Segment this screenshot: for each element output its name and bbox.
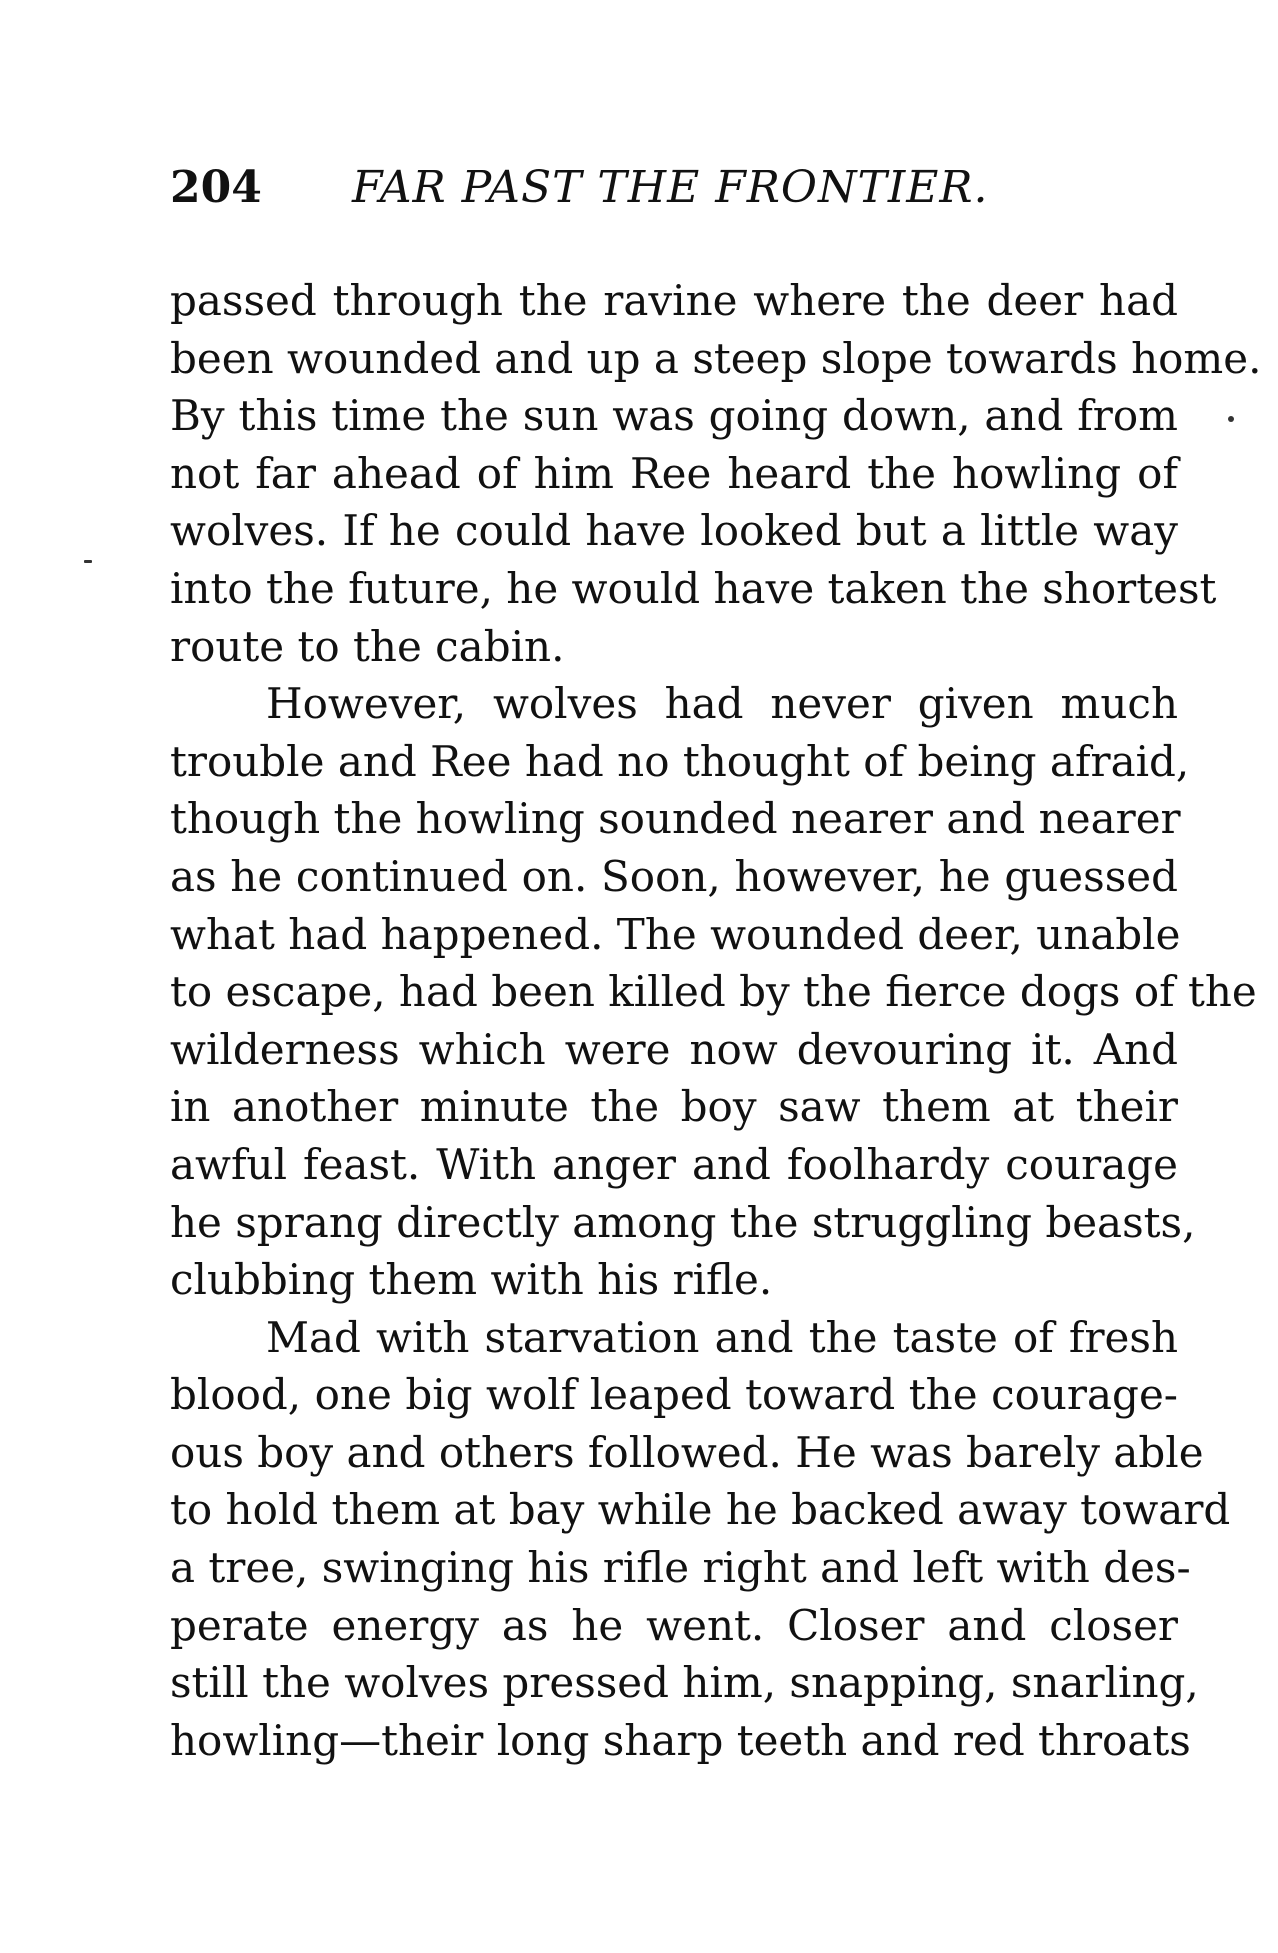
text-line: route to the cabin. [170,621,565,671]
text-line: awful feast. With anger and foolhardy courage [170,1139,1178,1189]
running-head [170,158,1190,218]
text-line: into the future, he would have taken the shortest [170,563,1217,613]
text-line: he sprang directly among the struggling beasts, [170,1197,1196,1247]
text-line: what had happened. The wounded deer, unable [170,909,1181,959]
text-line: been wounded and up a steep slope towards home. [170,333,1262,383]
text-line: wolves. If he could have looked but a little way [170,506,1178,556]
body-text [170,272,1262,1769]
text-line: However, wolves had never given much [266,679,1178,729]
text-line: wilderness which were now devouring it. And [170,1024,1178,1074]
text-line: as he continued on. Soon, however, he guessed [170,851,1178,901]
text-line: Mad with starvation and the taste of fresh [266,1312,1178,1362]
text-line: to hold them at bay while he backed away toward [170,1485,1231,1535]
text-line: though the howling sounded nearer and nearer [170,794,1181,844]
text-line: howling—their long sharp teeth and red throats [170,1715,1191,1765]
page-number: 204 [170,162,262,213]
running-title: FAR PAST THE FRONTIER. [352,162,989,213]
text-line: to escape, had been killed by the fierce dogs of the [170,967,1257,1017]
text-line: still the wolves pressed him, snapping, snarling, [170,1658,1199,1708]
text-line: ous boy and others followed. He was barely able [170,1427,1204,1477]
text-line: clubbing them with his rifle. [170,1255,773,1305]
text-line: perate energy as he went. Closer and closer [170,1600,1178,1650]
text-line: blood, one big wolf leaped toward the courage- [170,1370,1178,1420]
text-line: a tree, swinging his rifle right and left with des- [170,1543,1191,1593]
text-line: By this time the sun was going down, and from [170,391,1178,441]
text-line: not far ahead of him Ree heard the howling of [170,448,1178,498]
text-line: trouble and Ree had no thought of being afraid, [170,736,1190,786]
text-line: passed through the ravine where the deer had [170,276,1178,325]
print-speck [1228,416,1234,422]
print-speck [84,560,92,563]
text-line: in another minute the boy saw them at their [170,1082,1178,1132]
